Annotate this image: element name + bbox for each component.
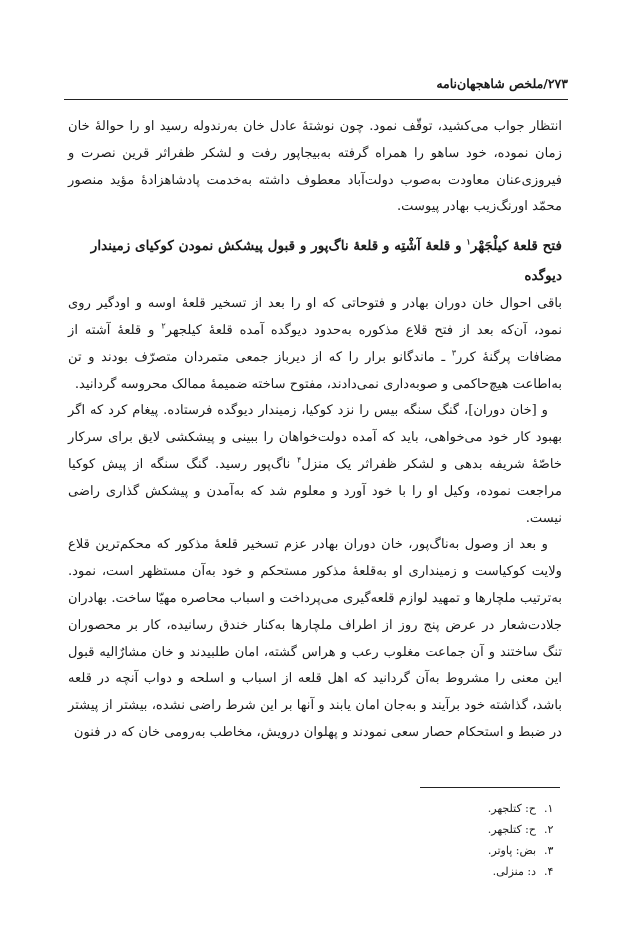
- header-title: ۲۷۳/ملخص شاهجهان‌نامه: [436, 76, 568, 91]
- paragraph-1: انتظار جواب می‌کشید، توقّف نمود. چون نوشتۀ عادل خان به‌رندوله رسید او را حوالۀ خان زمان نموده، خود ساهو را همراه گرفته به‌بیجاپور رفت و لشکر ظفراثر قرین نصرت و فیروزی‌عنان معاودت به‌صوب دولت‌آباد معطوف داشته به‌خدمت پادشاهزادۀ مؤید منصور محمّد اورنگ‌زیب بهادر پیوست.: [68, 119, 562, 215]
- header-rule: [64, 99, 568, 100]
- paragraph-2-part-a: باقی احوال خان دوران بهادر و فتوحاتی که او را بعد از تسخیر قلعۀ اوسه و اودگیر روی نمود، آن‌که بعد از فتح قلاع مذکوره به‌حدود دیوگده آمده قلعۀ کیلجهر: [68, 296, 562, 338]
- section-heading: [68, 231, 562, 291]
- paragraph-2-part-c: ـ ماندگانو برار را که از دیرباز جمعی متمردان متصرّف بودند و تن به‌اطاعت هیچ‌حاکمی و صوبه‌داری نمی‌دادند، مفتوح ساخته ضمیمۀ ممالک محروسه گردانید.: [68, 349, 562, 392]
- footnote-text: ح: کتلجهر.: [487, 823, 536, 836]
- paragraph-4: و بعد از وصول به‌ناگ‌پور، خان دوران بهادر عزم تسخیر قلعۀ مذکور که محکم‌ترین قلاع ولایت کوکیاست و زمینداری او به‌قلعۀ مذکور مستحکم و خود به‌آن مستظهر است، نمود. به‌ترتیب ملچارها و تمهید لوازم قلعه‌گیری می‌پرداخت و اسباب محاصره مهیّا ساخت. بهادران جلادت‌شعار در عرض پنج روز از اطراف ملچارها به‌کنار خندق رسانیده، کار بر محصوران تنگ ساختند و آن جماعت مغلوب رعب و هراس گشته، امان طلبیدند و خان مشارٌالیه قبول این معنی را مشروط به‌آن گردانید که اهل قلعه از اسباب و اسلحه و دواب آنچه در قلعه باشد، گذاشته خود برآیند و به‌جان امان یابند و آنها بر این شرط راضی نشده، بیشتر از پیشتر در ضبط و استحکام حصار سعی نمودند و پهلوان درویش، مخاطب به‌رومی خان که در فنون: [68, 537, 562, 740]
- paragraph-2: [68, 291, 562, 398]
- footnote-ref-2: ۲: [161, 321, 166, 331]
- running-header: [64, 70, 568, 100]
- footnotes: [488, 798, 558, 882]
- footnote-item: [488, 819, 558, 840]
- footnote-number: ۲.: [544, 823, 554, 836]
- footnote-item: [488, 798, 558, 819]
- footnote-text: ح: کتلجهر.: [487, 802, 536, 815]
- footnote-ref-1: ۱: [466, 236, 471, 247]
- footnote-text: د: منزلی.: [492, 865, 536, 878]
- paragraph-3-part-a: و [خان دوران]، گنگ سنگه بیس را نزد کوکیا، زمیندار دیوگده فرستاده. پیغام کرد که اگر بهبود کار خود می‌خواهی، باید که آمده دولت‌خواهان را ببینی و پیشکشی لایق برای سرکار خاصّۀ شریفه بدهی و لشکر ظفراثر یک منزل: [68, 403, 563, 472]
- footnote-rule: [420, 787, 560, 788]
- footnote-number: ۳.: [544, 844, 554, 857]
- paragraph-3: [68, 398, 562, 532]
- heading-part-b: و قلعۀ آشْتِه و قلعۀ ناگ‌پور و قبول پیشکش نمودن کوکیای زمیندار دیوگده: [90, 238, 562, 285]
- paragraph-3-part-b: ناگ‌پور رسید. گنگ سنگه از پیش کوکیا مراجعت نموده، وکیل او را با خود آورد و معلوم شد که به‌آمدن و پیشکش گذاری راضی نیست.: [68, 456, 562, 526]
- footnote-item: [488, 861, 558, 882]
- footnote-number: ۴.: [544, 865, 554, 878]
- heading-part-a: فتح قلعۀ کیلْجَهْر: [470, 238, 562, 255]
- footnote-number: ۱.: [544, 802, 554, 815]
- footnote-ref-4: ۴: [297, 455, 302, 465]
- footnote-text: بض: پاوتر.: [487, 844, 536, 857]
- footnote-item: [488, 840, 558, 861]
- footnote-ref-3: ۳: [451, 348, 457, 358]
- body-text: [68, 114, 562, 747]
- paragraph-2-part-b: و قلعۀ آشته از مضافات پرگنۀ کرر: [68, 322, 562, 365]
